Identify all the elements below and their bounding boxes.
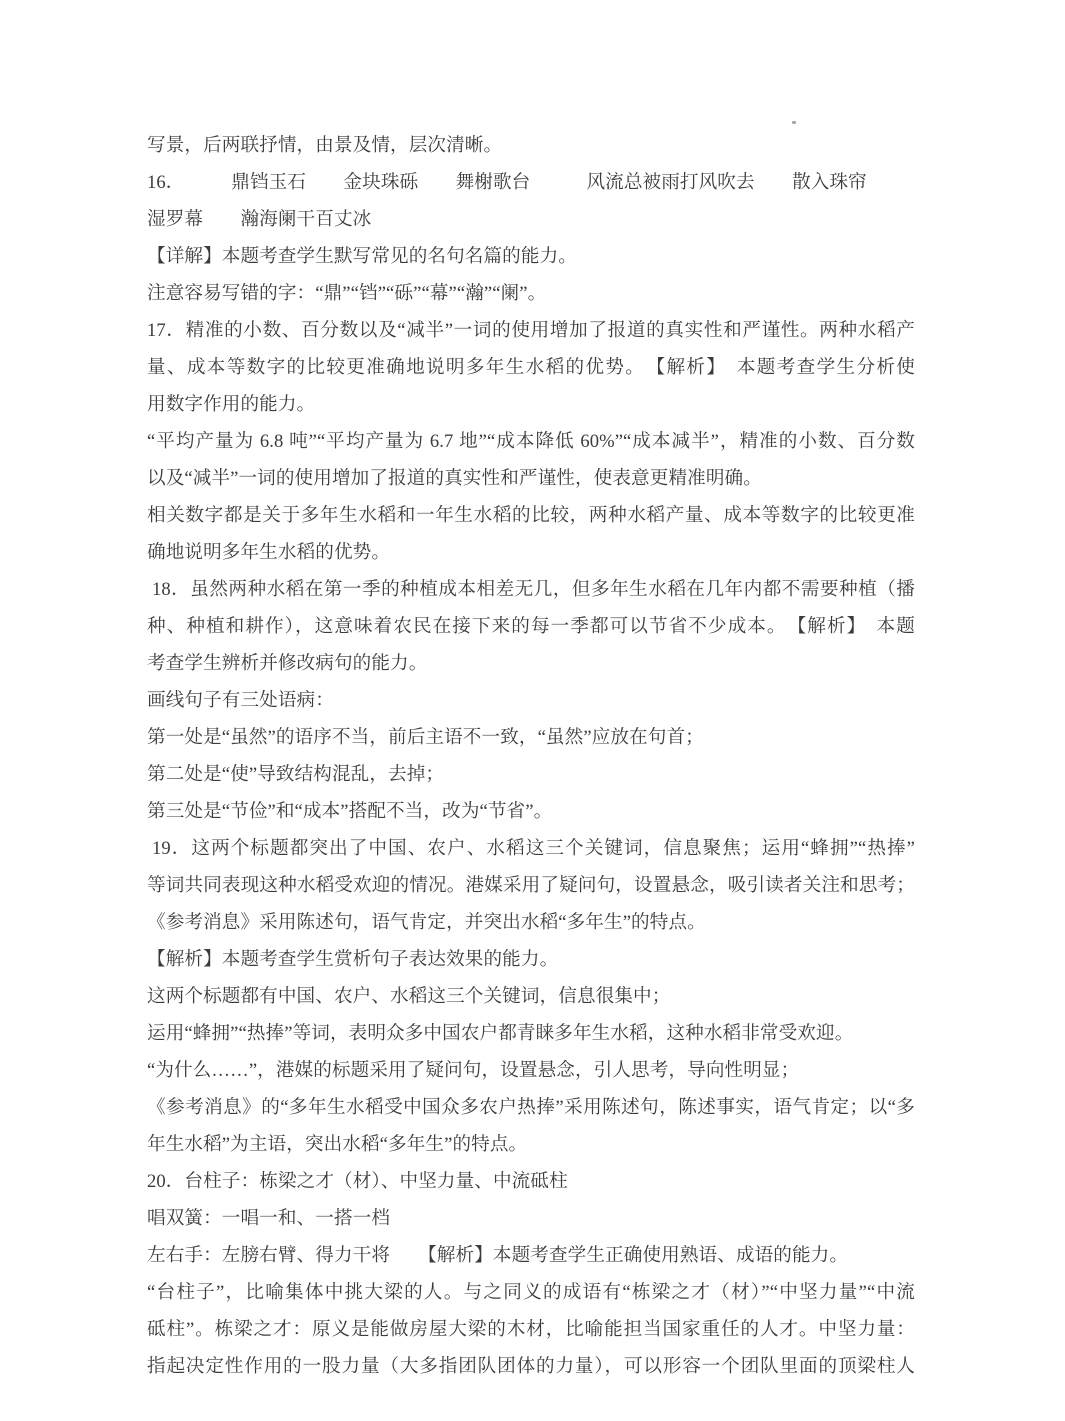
text-line-analysis17: “平均产量为 6.8 吨”“平均产量为 6.7 地”“成本降低 60%”“成本减半”，精准的小数、百分数 (147, 431, 915, 452)
text-line-analysis19-b: 运用“蜂拥”“热捧”等词，表明众多中国农户都青睐多年生水稻，这种水稻非常受欢迎。 (147, 1023, 854, 1044)
text-line-analysis19-c: “为什么……”，港媒的标题采用了疑问句，设置悬念，引人思考，导向性明显； (147, 1060, 800, 1081)
text-line-detail16: 【详解】本题考查学生默写常见的名句名篇的能力。 (147, 246, 577, 267)
text-line-answer19-cont: 等词共同表现这种水稻受欢迎的情况。港媒采用了疑问句，设置悬念，吸引读者关注和思考； (147, 875, 915, 896)
scan-artifact (792, 121, 796, 124)
text-line-answer19: 19．这两个标题都突出了中国、农户、水稻这三个关键词，信息聚焦；运用“蜂拥”“热捧” (152, 838, 915, 859)
text-line-analysis17-end: 确地说明多年生水稻的优势。 (147, 542, 391, 563)
text-line-analysis19-a: 这两个标题都有中国、农户、水稻这三个关键词，信息很集中； (147, 986, 671, 1007)
text-line-answer17-cont: 量、成本等数字的比较更准确地说明多年生水稻的优势。 【解析】 本题考查学生分析使 (147, 357, 915, 378)
text-line-analysis19-d: 《参考消息》的“多年生水稻受中国众多农户热捧”采用陈述句，陈述事实，语气肯定；以“多 (147, 1097, 915, 1118)
text-line-analysis20-b: 砥柱”。栋梁之才：原义是能做房屋大梁的木材，比喻能担当国家重任的人才。中坚力量： (147, 1319, 915, 1340)
text-line-note16: 注意容易写错的字：“鼎”“铛”“砾”“幕”“瀚”“阑”。 (147, 283, 547, 304)
text-line-answer20-c: 左右手：左膀右臂、得力干将 【解析】本题考查学生正确使用熟语、成语的能力。 (147, 1245, 849, 1266)
text-line-analysis20-c: 指起决定性作用的一股力量（大多指团队团体的力量），可以形容一个团队里面的顶梁柱人 (147, 1356, 915, 1377)
text-line-answer16-cont: 湿罗幕 瀚海阑干百丈冰 (147, 209, 372, 230)
text-line-answer16: 16． 鼎铛玉石 金块珠砾 舞榭歌台 风流总被雨打风吹去 散入珠帘 (147, 172, 867, 193)
text-line-analysis17-cont: 以及“减半”一词的使用增加了报道的真实性和严谨性，使表意更精准明确。 (147, 468, 762, 489)
text-line-analysis19: 【解析】本题考查学生赏析句子表达效果的能力。 (147, 949, 559, 970)
text-line-analysis17-more: 相关数字都是关于多年生水稻和一年生水稻的比较，两种水稻产量、成本等数字的比较更准 (147, 505, 915, 526)
text-line-answer20-a: 20．台柱子：栋梁之才（材）、中坚力量、中流砥柱 (147, 1171, 568, 1192)
text-line-answer18-end: 考查学生辨析并修改病句的能力。 (147, 653, 428, 674)
text-line-error1: 第一处是“虽然”的语序不当，前后主语不一致，“虽然”应放在句首； (147, 727, 704, 748)
text-line-errors-intro: 画线句子有三处语病： (147, 690, 334, 711)
text-line-answer17-end: 用数字作用的能力。 (147, 394, 316, 415)
text-line-error3: 第三处是“节俭”和“成本”搭配不当，改为“节省”。 (147, 801, 553, 822)
text-line-answer17: 17．精准的小数、百分数以及“减半”一词的使用增加了报道的真实性和严谨性。两种水稻产 (147, 320, 915, 341)
text-line-answer18: 18．虽然两种水稻在第一季的种植成本相差无几，但多年生水稻在几年内都不需要种植（播 (152, 579, 915, 600)
text-line-error2: 第二处是“使”导致结构混乱，去掉； (147, 764, 445, 785)
text-line-answer20-b: 唱双簧：一唱一和、一搭一档 (147, 1208, 391, 1229)
text-line-answer19-end: 《参考消息》采用陈述句，语气肯定，并突出水稻“多年生”的特点。 (147, 912, 706, 933)
text-line-analysis19-end: 年生水稻”为主语，突出水稻“多年生”的特点。 (147, 1134, 528, 1155)
document-text (147, 127, 915, 1385)
text-line-answer15-tail: 写景，后两联抒情，由景及情，层次清晰。 (147, 135, 503, 156)
text-line-analysis20-a: “台柱子”，比喻集体中挑大梁的人。与之同义的成语有“栋梁之才（材）”“中坚力量”“中流 (147, 1282, 915, 1303)
text-line-answer18-cont: 种、种植和耕作），这意味着农民在接下来的每一季都可以节省不少成本。 【解析】 本题 (147, 616, 915, 637)
